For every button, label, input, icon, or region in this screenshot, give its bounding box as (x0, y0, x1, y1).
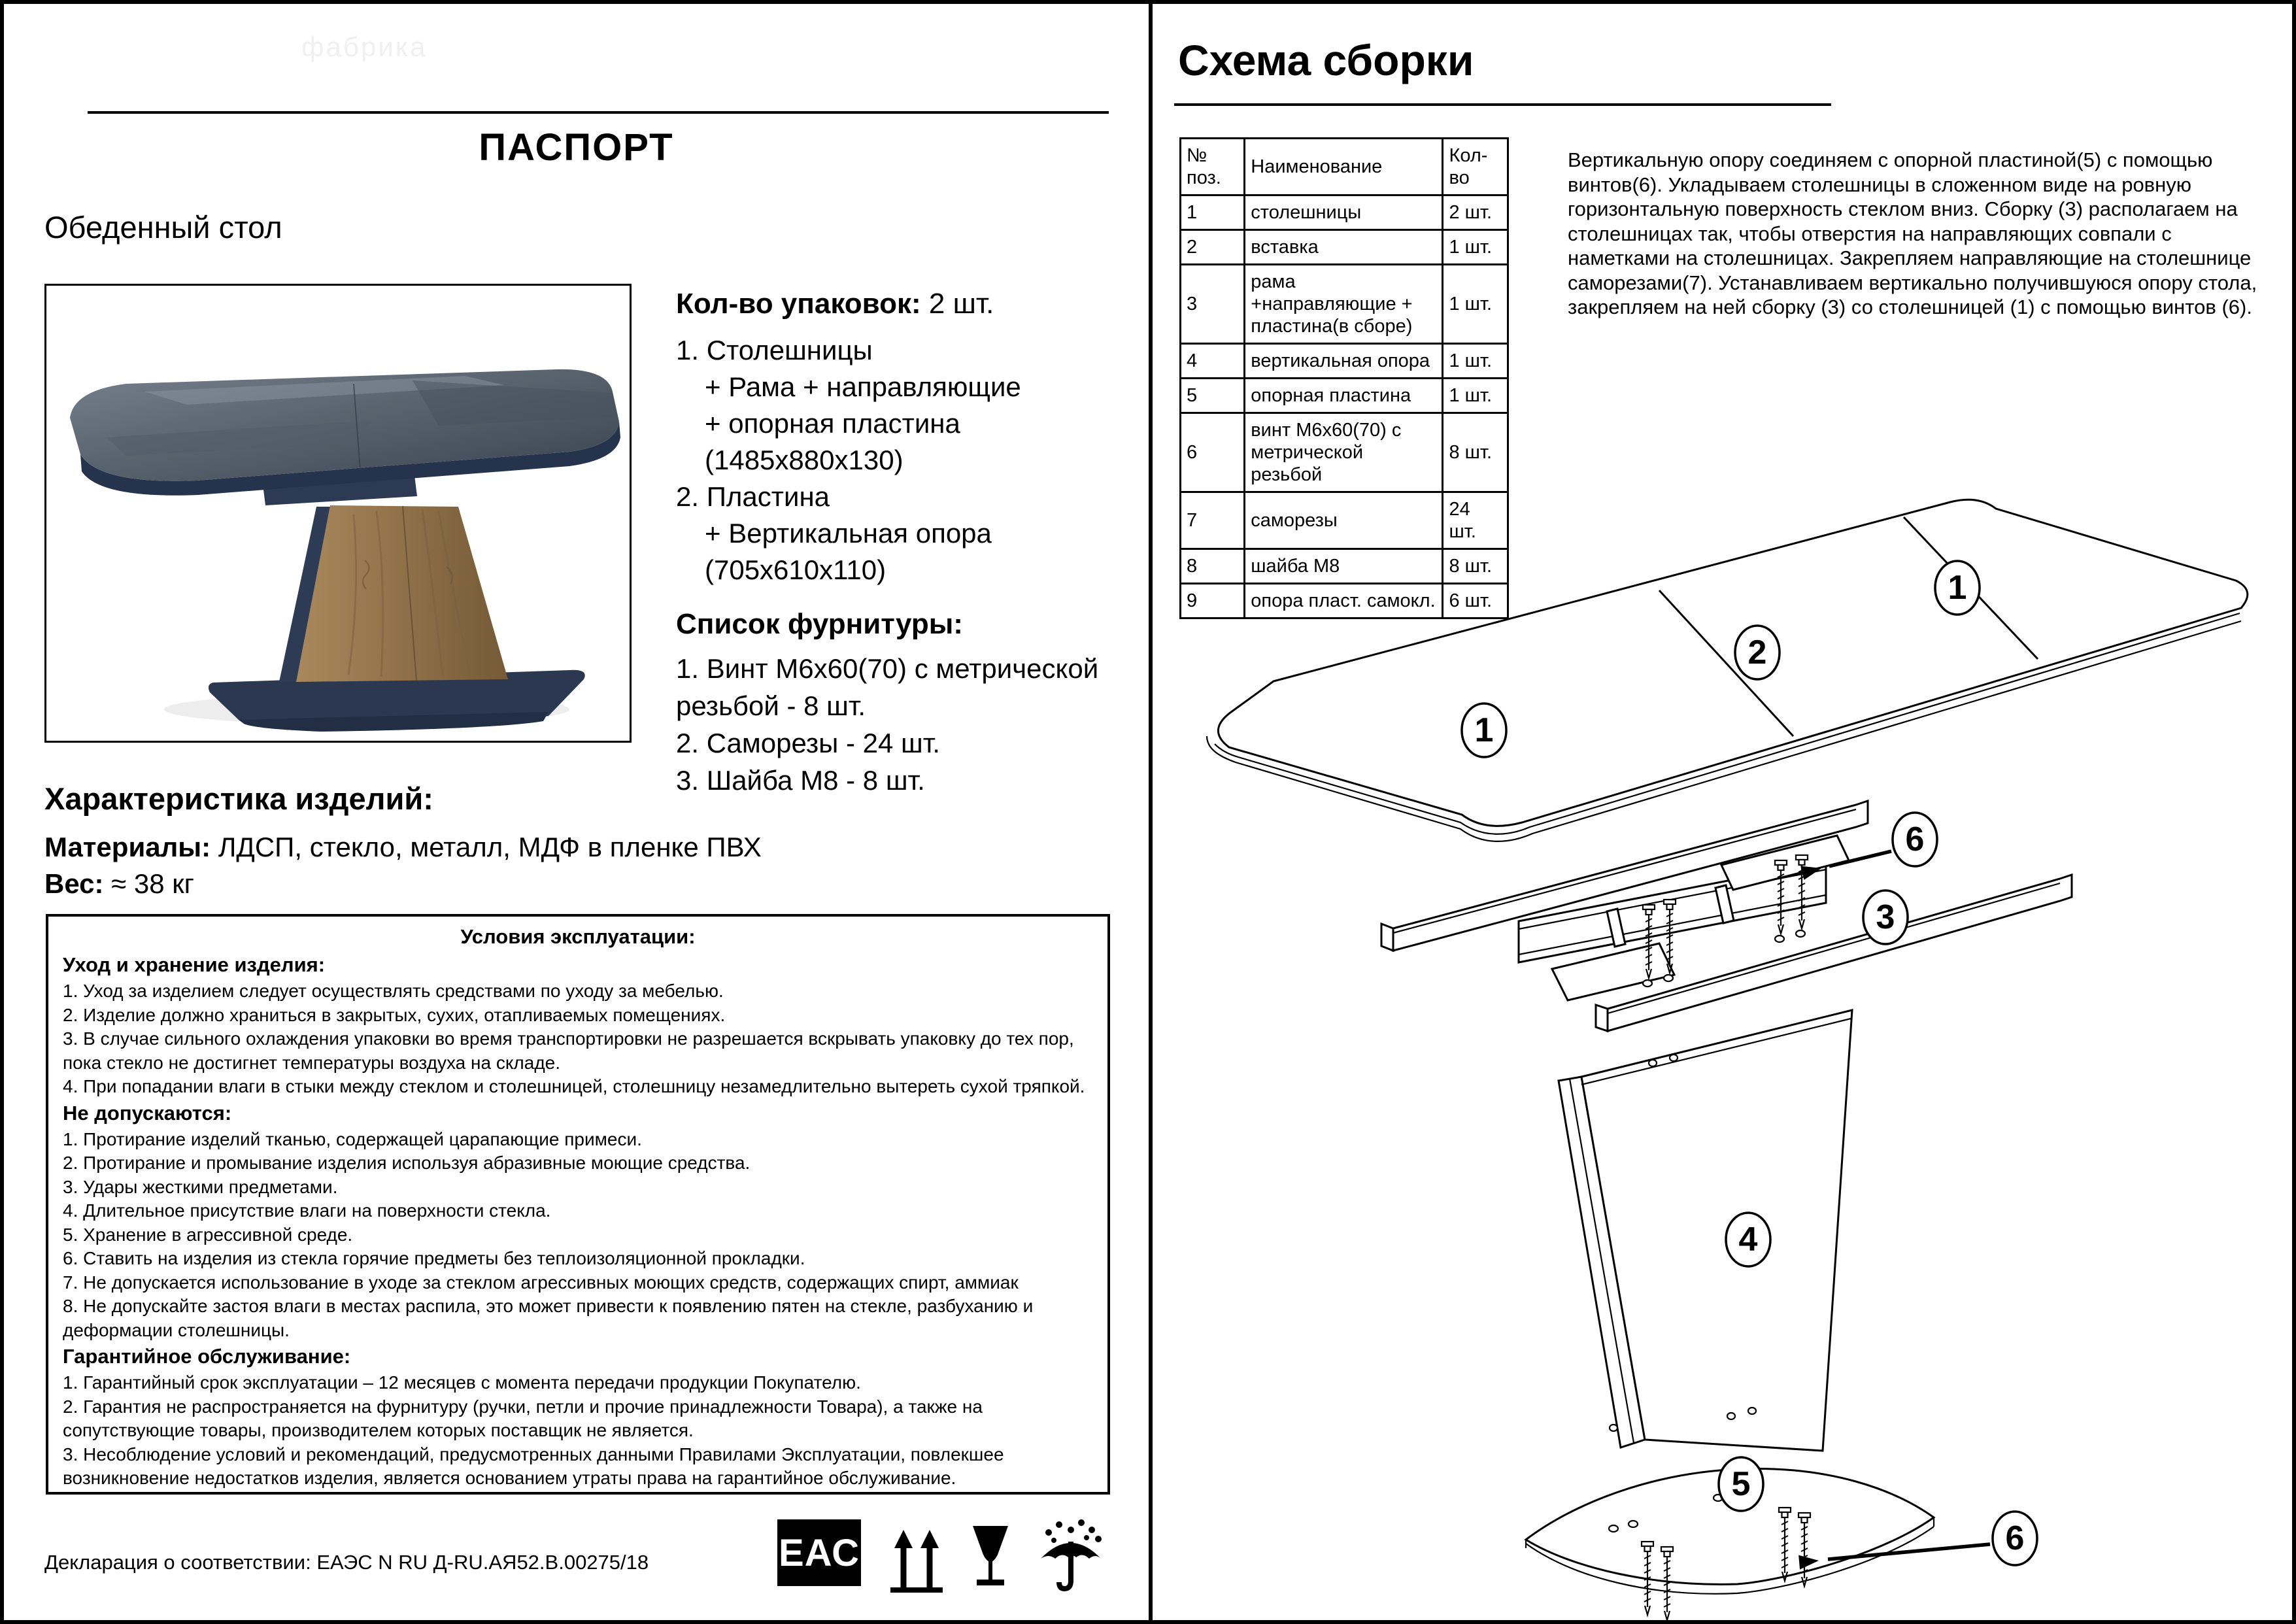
cell-pos: 9 (1181, 584, 1245, 618)
cell-name: вертикальная опора (1245, 344, 1443, 379)
cell-pos: 1 (1181, 195, 1245, 230)
care-item: 3. В случае сильного охлаждения упаковки во время транспортировки не разрешается вскрывать упаковку до тех пор, пока стекло не достигнет температуры воздуха на складе. (63, 1028, 1074, 1073)
cell-pos: 8 (1181, 549, 1245, 584)
materials-line (44, 832, 762, 863)
not-allowed-item: 8. Не допускайте застоя влаги в местах распила, это может привести к появлению пятен на стекле, разбуханию и деформации столешницы. (63, 1296, 1034, 1340)
care-item: 2. Изделие должно храниться в закрытых, сухих, отапливаемых помещениях. (63, 1004, 726, 1025)
cell-qty: 1 шт. (1443, 344, 1508, 379)
page-divider (1149, 4, 1153, 1624)
care-item: 1. Уход за изделием следует осуществлять средствами по уходу за мебелью. (63, 981, 724, 1001)
package-line: (1485х880х130) (705, 445, 903, 475)
hardware-item: 2. Саморезы - 24 шт. (676, 728, 940, 758)
svg-text:6: 6 (1905, 820, 1925, 858)
package-count-value: 2 шт. (928, 288, 994, 320)
package-count-label: Кол-во упаковок: (676, 288, 921, 320)
not-allowed-item: 1. Протирание изделий тканью, содержащей царапающие примеси. (63, 1128, 642, 1149)
cell-pos: 4 (1181, 344, 1245, 379)
not-allowed-item: 6. Ставить на изделия из стекла горячие предметы без теплоизоляционной прокладки. (63, 1248, 805, 1268)
svg-text:2: 2 (1747, 634, 1767, 671)
svg-text:1: 1 (1474, 711, 1494, 749)
warranty-item: 3. Несоблюдение условий и рекомендаций, предусмотренных данными Правилами Эксплуатации, повлекшее возникновение недостатков изделия, является основанием утраты права на гарантийное обслуживание. (63, 1444, 1004, 1488)
product-name: Обеденный стол (44, 210, 282, 245)
frame-part (1381, 801, 2072, 1031)
page-title: ПАСПОРТ (479, 126, 674, 169)
materials-value: ЛДСП, стекло, металл, МДФ в пленке ПВХ (218, 832, 762, 862)
cell-qty: 1 шт. (1443, 230, 1508, 265)
table-row (1181, 265, 1508, 344)
callout-6-bottom (1993, 1512, 2037, 1565)
warranty-item: 2. Гарантия не распространяется на фурнитуру (ручки, петли и прочие принадлежности Товара), а также на сопутствующие товары, производителем которых поставщик не является. (63, 1396, 983, 1440)
hardware-item: 1. Винт М6х60(70) с метрической резьбой - 8 шт. (676, 653, 1099, 721)
cell-pos: 3 (1181, 265, 1245, 344)
table-header-row (1181, 139, 1508, 195)
warranty-heading: Гарантийное обслуживание: (63, 1345, 351, 1368)
callout-6-top (1893, 813, 1937, 866)
cell-pos: 2 (1181, 230, 1245, 265)
declaration-of-conformity: Декларация о соответствии: ЕАЭС N RU Д-RU.АЯ52.В.00275/18 (44, 1551, 649, 1574)
weight-value: ≈ 38 кг (111, 868, 194, 899)
cell-qty: 8 шт. (1443, 549, 1508, 584)
cell-qty: 1 шт. (1443, 265, 1508, 344)
svg-text:3: 3 (1876, 898, 1895, 936)
conditions-title: Условия эксплуатации: (460, 925, 696, 948)
cell-name: шайба М8 (1245, 549, 1443, 584)
header-rule (88, 111, 1109, 114)
table-row (1181, 413, 1508, 492)
cell-qty: 24 шт. (1443, 492, 1508, 549)
hardware-list-title: Список фурнитуры: (676, 608, 963, 640)
package-line: (705х610х110) (705, 554, 886, 585)
assembly-title: Схема сборки (1178, 36, 1474, 84)
svg-text:5: 5 (1731, 1465, 1751, 1503)
product-photo (44, 284, 632, 743)
package-line: + опорная пластина (705, 408, 960, 439)
not-allowed-item: 2. Протирание и промывание изделия используя абразивные моющие средства. (63, 1153, 751, 1173)
cell-pos: 6 (1181, 413, 1245, 492)
cell-name: столешницы (1245, 195, 1443, 230)
cell-name: вставка (1245, 230, 1443, 265)
callout-1-left (1462, 703, 1506, 757)
package-count-line (676, 288, 1134, 320)
callout-2 (1735, 626, 1780, 679)
callout-3 (1863, 890, 1908, 944)
eac-icon: ЕАС (777, 1519, 861, 1586)
warranty-item: 1. Гарантийный срок эксплуатации – 12 месяцев с момента передачи продукции Покупателю. (63, 1372, 861, 1393)
svg-text:6: 6 (2005, 1519, 2025, 1557)
svg-text:1: 1 (1948, 569, 1967, 607)
cell-name: опора пласт. самокл. (1245, 584, 1443, 618)
header-pos: № поз. (1181, 139, 1245, 195)
hardware-item: 3. Шайба М8 - 8 шт. (676, 765, 925, 796)
not-allowed-item: 4. Длительное присутствие влаги на поверхности стекла. (63, 1200, 551, 1221)
table-row (1181, 195, 1508, 230)
factory-watermark: фабрика (301, 31, 428, 62)
header-name: Наименование (1245, 139, 1443, 195)
assembly-instructions: Вертикальную опору соединяем с опорной пластиной(5) с помощью винтов(6). Укладываем столешницы в сложенном виде на ровную горизонтальную поверхность стеклом вниз. Сборку (3) располагаем на столешницах так, чтобы отверстия на направляющих совпали с наметками на столешницах. Закрепляем направляющие на столешнице саморезами(7). Устанавливаем вертикально получившуюся опору стола, закрепляем на ней сборку (3) со столешницей (1) с помощью винтов (6). (1568, 148, 2257, 318)
assembly-diagram (1156, 488, 2296, 1623)
this-way-up-icon (888, 1522, 945, 1593)
cell-name: винт М6х60(70) с метрической резьбой (1245, 413, 1443, 492)
callout-4 (1726, 1213, 1770, 1266)
cell-qty: 2 шт. (1443, 195, 1508, 230)
vertical-support-part (1559, 1010, 1852, 1451)
care-heading: Уход и хранение изделия: (63, 953, 326, 976)
weight-line (44, 868, 194, 900)
callout-1-right (1935, 561, 1980, 615)
care-item: 4. При попадании влаги в стыки между стеклом и столешницей, столешницу незамедлительно вытереть сухой тряпкой. (63, 1076, 1085, 1096)
keep-dry-icon (1037, 1518, 1105, 1594)
package-line: 2. Пластина (676, 481, 830, 512)
not-allowed-item: 7. Не допускается использование в уходе за стеклом агрессивных моющих средств, содержащих спирт, аммиак (63, 1272, 1019, 1293)
tabletop-part (1207, 499, 2248, 841)
package-line: + Вертикальная опора (705, 518, 992, 549)
package-info (676, 288, 1134, 799)
package-line: + Рама + направляющие (705, 371, 1021, 402)
header-qty: Кол-во (1443, 139, 1508, 195)
table-photo-illustration (46, 286, 630, 741)
table-row (1181, 230, 1508, 265)
cell-qty: 6 шт. (1443, 584, 1508, 618)
not-allowed-heading: Не допускаются: (63, 1101, 232, 1125)
cell-name: саморезы (1245, 492, 1443, 549)
cell-qty: 1 шт. (1443, 379, 1508, 413)
cell-name: рама +направляющие + пластина(в сборе) (1245, 265, 1443, 344)
svg-text:4: 4 (1738, 1221, 1758, 1259)
cell-qty: 8 шт. (1443, 413, 1508, 492)
materials-label: Материалы: (44, 832, 211, 862)
cell-pos: 7 (1181, 492, 1245, 549)
not-allowed-item: 5. Хранение в агрессивной среде. (63, 1224, 353, 1245)
cell-pos: 5 (1181, 379, 1245, 413)
package-line: 1. Столешницы (676, 335, 873, 365)
weight-label: Вес: (44, 868, 104, 899)
cell-name: опорная пластина (1245, 379, 1443, 413)
assembly-title-rule (1174, 103, 1831, 106)
callout-5 (1719, 1457, 1763, 1511)
fragile-icon (968, 1522, 1013, 1593)
operating-conditions-box (46, 914, 1110, 1495)
not-allowed-item: 3. Удары жесткими предметами. (63, 1176, 338, 1197)
table-row (1181, 379, 1508, 413)
characteristics-title: Характеристика изделий: (44, 781, 433, 816)
table-row (1181, 344, 1508, 379)
